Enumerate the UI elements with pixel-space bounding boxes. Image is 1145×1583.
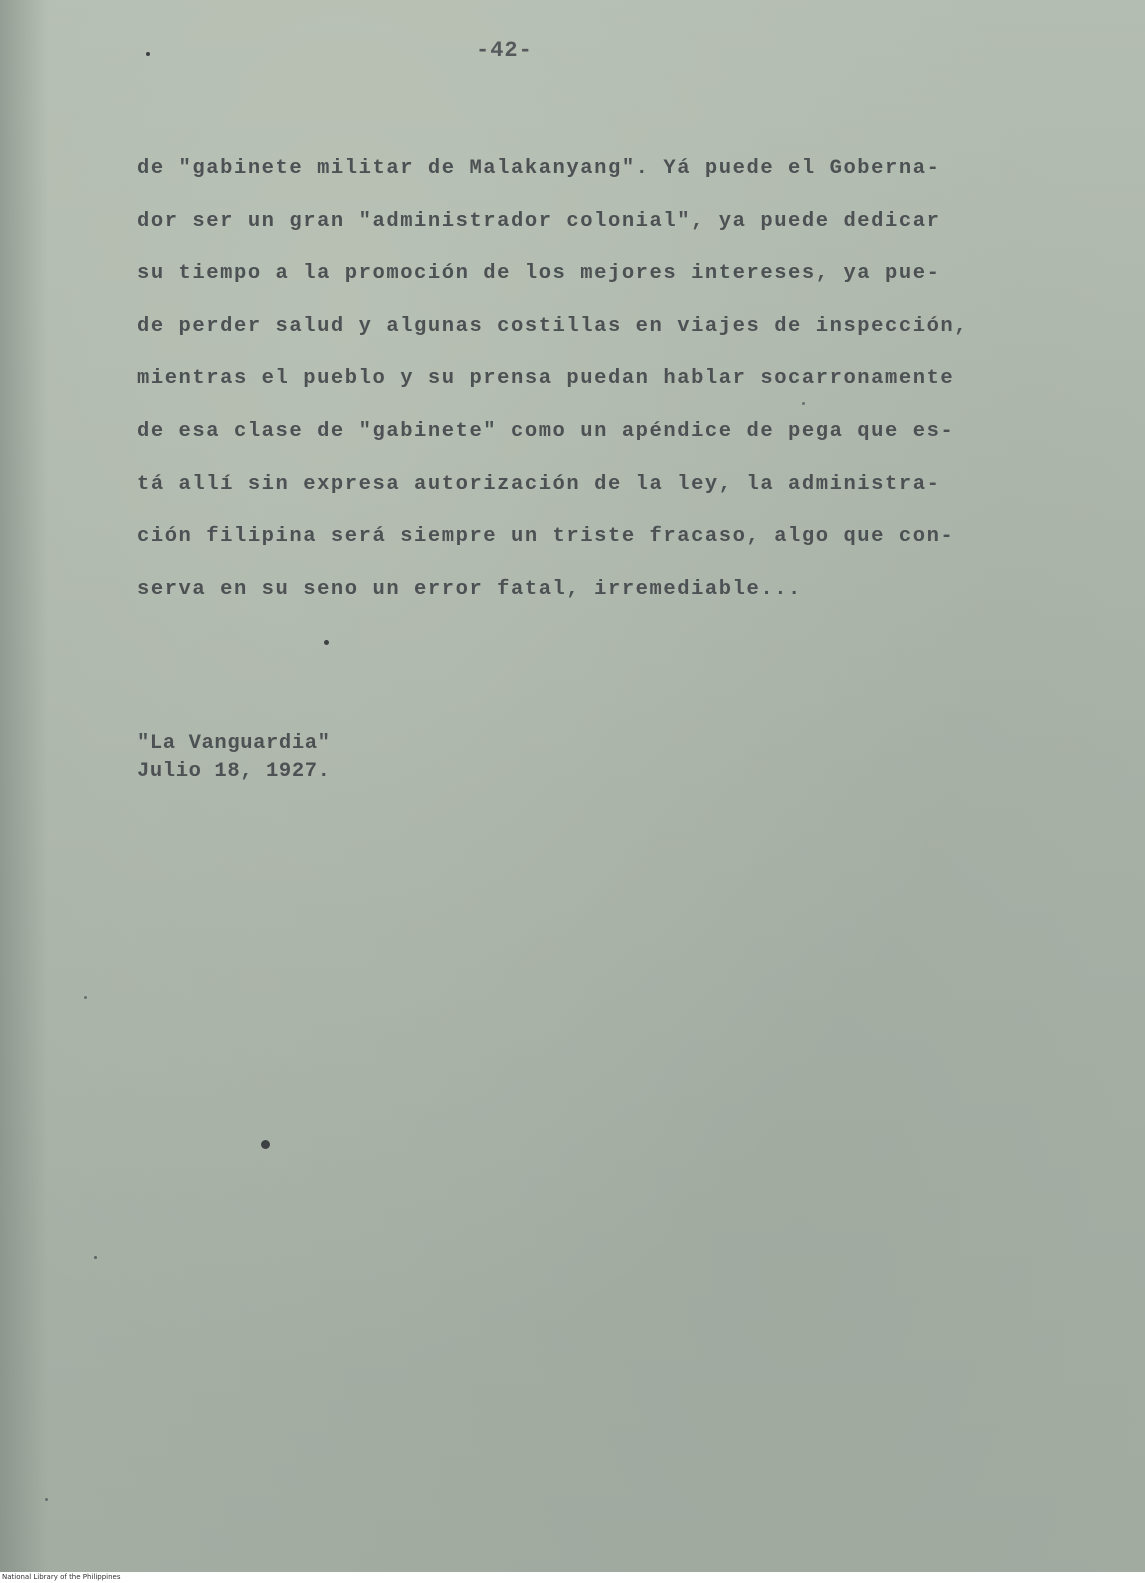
paragraph-line: dor ser un gran "administrador colonial", ya puede dedicar — [137, 209, 941, 233]
paragraph-line: de esa clase de "gabinete" como un apéndice de pega que es- — [137, 419, 955, 443]
binding-shadow — [0, 0, 48, 1572]
ink-speck — [146, 52, 150, 56]
ink-speck — [261, 1140, 270, 1149]
ink-speck — [802, 402, 805, 405]
paragraph-line: de perder salud y algunas costillas en viajes de inspección, — [137, 314, 969, 338]
paragraph-line: serva en su seno un error fatal, irremediable... — [137, 577, 802, 601]
paragraph-line: ción filipina será siempre un triste fracaso, algo que con- — [137, 525, 955, 549]
ink-speck — [45, 1498, 48, 1501]
page-number: -42- — [476, 38, 533, 63]
source-citation — [137, 730, 331, 786]
scan-footer — [0, 1572, 1145, 1583]
library-credit: National Library of the Philippines — [2, 1573, 121, 1581]
ink-speck — [94, 1256, 97, 1259]
paragraph-line: tá allí sin expresa autorización de la ley, la administra- — [137, 472, 941, 496]
source-date: Julio 18, 1927. — [137, 760, 331, 783]
paragraph-line: mientras el pueblo y su prensa puedan hablar socarronamente — [137, 367, 955, 391]
source-publication: "La Vanguardia" — [137, 732, 331, 755]
article-paragraph — [137, 143, 1097, 616]
ink-speck — [84, 996, 87, 999]
paragraph-line: de "gabinete militar de Malakanyang". Yá puede el Goberna- — [137, 157, 941, 180]
paragraph-line: su tiempo a la promoción de los mejores intereses, ya pue- — [137, 262, 941, 286]
ink-speck — [324, 640, 329, 645]
